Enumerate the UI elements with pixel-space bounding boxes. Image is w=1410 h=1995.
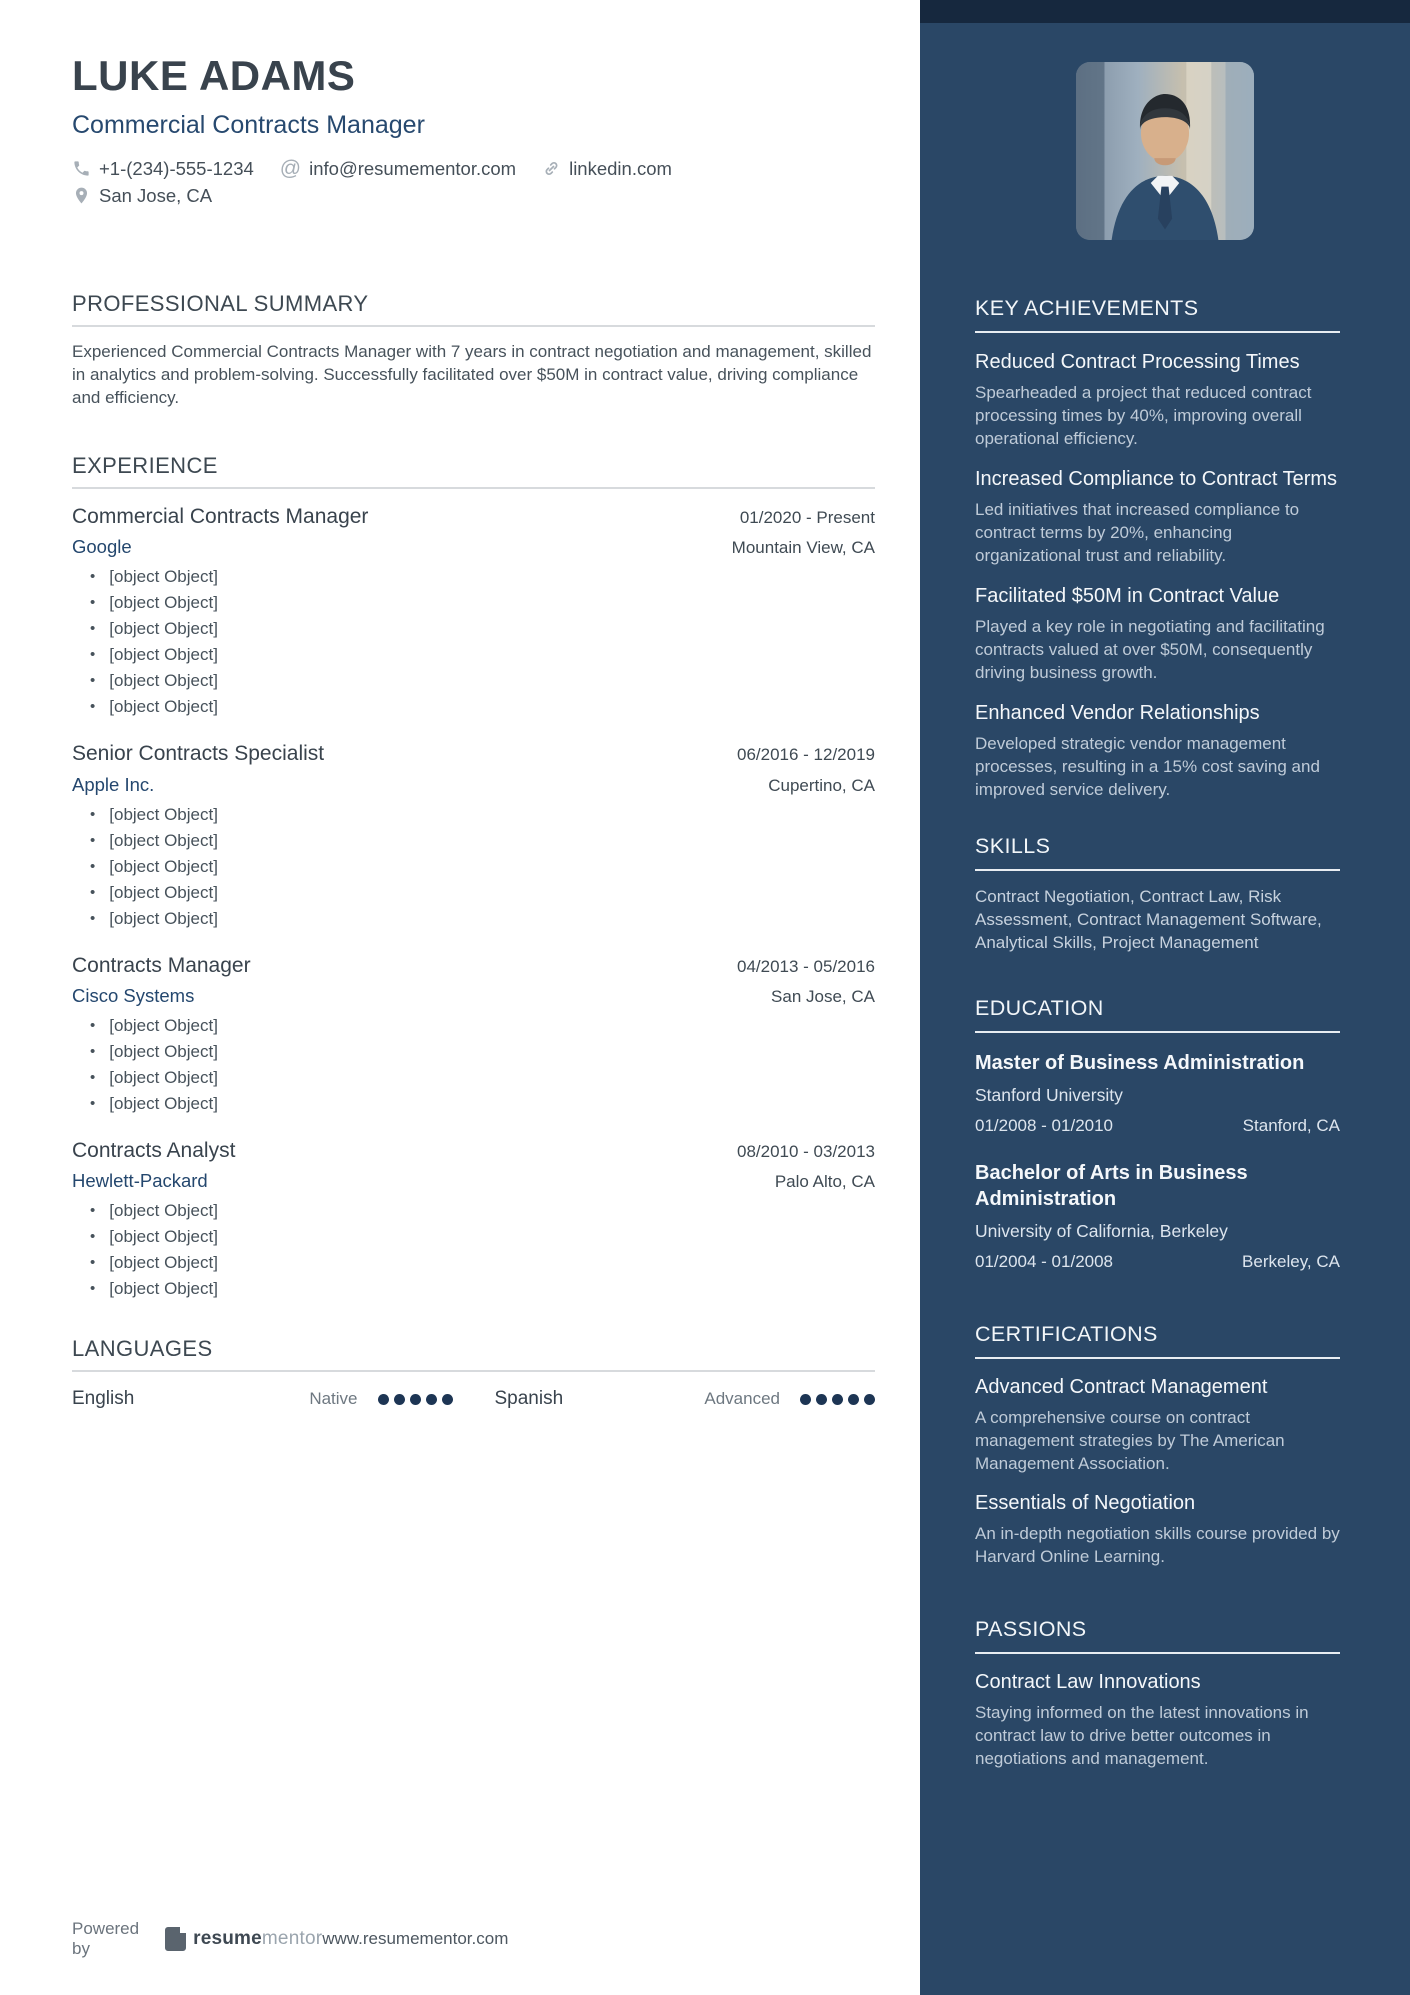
certification-item <box>975 1374 1340 1475</box>
language-name: English <box>72 1388 135 1410</box>
achievement-text: Developed strategic vendor management processes, resulting in a 15% cost saving and improved service delivery. <box>975 733 1320 799</box>
achievement-title: Facilitated $50M in Contract Value <box>975 584 1280 607</box>
language-item <box>495 1388 876 1410</box>
bullet-marker: • <box>90 646 96 664</box>
section-divider <box>975 869 1340 871</box>
job-bullet <box>90 1251 875 1274</box>
job-bullet <box>90 669 875 692</box>
language-level: Advanced <box>704 1389 780 1409</box>
job-location: San Jose, CA <box>771 986 875 1006</box>
bullet-text: [object Object] <box>109 1067 218 1087</box>
achievement-item <box>975 466 1340 567</box>
job-bullet <box>90 1225 875 1248</box>
proficiency-dot <box>442 1394 453 1405</box>
job-bullet <box>90 643 875 666</box>
degree-title: Master of Business Administration <box>975 1051 1305 1074</box>
bullet-marker: • <box>90 857 96 875</box>
section-heading-experience: EXPERIENCE <box>72 452 218 478</box>
bullet-marker: • <box>90 1253 96 1271</box>
bullet-marker: • <box>90 883 96 901</box>
bullet-text: [object Object] <box>109 1015 218 1035</box>
job-bullet <box>90 617 875 640</box>
resumementor-logo-icon <box>165 1927 186 1951</box>
contact-linkedin[interactable] <box>542 158 672 180</box>
certifications-list <box>975 1374 1340 1568</box>
passion-text: Staying informed on the latest innovations in contract law to drive better outcomes in negotiations and management. <box>975 1702 1309 1768</box>
job-bullet <box>90 1092 875 1115</box>
footer <box>72 1919 509 1959</box>
experience-entry <box>72 953 875 1115</box>
job-bullet <box>90 855 875 878</box>
summary-section <box>72 291 875 409</box>
education-dates: 01/2004 - 01/2008 <box>975 1251 1114 1271</box>
contact-phone <box>72 158 254 180</box>
achievement-item <box>975 349 1340 450</box>
bullet-text: [object Object] <box>109 1200 218 1220</box>
location-pin-icon <box>72 186 91 205</box>
job-title: Contracts Manager <box>72 953 251 977</box>
person-job-title: Commercial Contracts Manager <box>72 110 425 139</box>
proficiency-dots <box>800 1394 875 1405</box>
job-bullets <box>72 803 875 930</box>
phone-text: +1-(234)-555-1234 <box>99 157 254 179</box>
job-dates: 04/2013 - 05/2016 <box>736 956 875 976</box>
bullet-marker: • <box>90 831 96 849</box>
job-company: Cisco Systems <box>72 984 195 1006</box>
skills-text: Contract Negotiation, Contract Law, Risk Assessment, Contract Management Software, Analytical Skills, Project Management <box>975 886 1322 952</box>
job-location: Palo Alto, CA <box>774 1171 875 1191</box>
contact-email[interactable] <box>280 158 516 180</box>
job-dates: 06/2016 - 12/2019 <box>736 745 875 765</box>
job-bullet <box>90 829 875 852</box>
photo-container <box>920 62 1410 240</box>
bullet-text: [object Object] <box>109 908 218 928</box>
bullet-text: [object Object] <box>109 645 218 665</box>
education-meta <box>975 1116 1340 1136</box>
education-meta <box>975 1252 1340 1272</box>
email-text: info@resumementor.com <box>309 157 517 179</box>
bullet-marker: • <box>90 805 96 823</box>
education-location: Stanford, CA <box>1242 1115 1340 1135</box>
proficiency-dot <box>426 1394 437 1405</box>
bullet-marker: • <box>90 1227 96 1245</box>
bullet-text: [object Object] <box>109 856 218 876</box>
certification-text: An in-depth negotiation skills course provided by Harvard Online Learning. <box>975 1523 1340 1566</box>
key-achievements-section <box>975 296 1340 801</box>
job-dates: 08/2010 - 03/2013 <box>736 1141 875 1161</box>
language-name: Spanish <box>494 1388 564 1410</box>
achievement-title: Enhanced Vendor Relationships <box>975 701 1260 724</box>
brand-logo <box>165 1927 322 1951</box>
bullet-text: [object Object] <box>109 567 218 587</box>
section-heading-education: EDUCATION <box>975 995 1104 1020</box>
profile-photo <box>1076 62 1254 240</box>
bullet-text: [object Object] <box>109 1093 218 1113</box>
jobs-list <box>72 504 875 1300</box>
job-bullet <box>90 1040 875 1063</box>
bullet-marker: • <box>90 1016 96 1034</box>
job-company: Apple Inc. <box>72 773 155 795</box>
section-heading-summary: PROFESSIONAL SUMMARY <box>72 290 369 316</box>
experience-entry <box>72 741 875 929</box>
passion-title: Contract Law Innovations <box>975 1670 1201 1693</box>
sidebar-top-band <box>920 0 1410 23</box>
achievement-title: Increased Compliance to Contract Terms <box>975 467 1338 490</box>
location-text: San Jose, CA <box>99 184 213 206</box>
section-divider <box>975 1031 1340 1033</box>
achievements-list <box>975 349 1340 801</box>
certifications-section <box>975 1322 1340 1568</box>
achievement-title: Reduced Contract Processing Times <box>975 350 1300 373</box>
bullet-marker: • <box>90 672 96 690</box>
bullet-marker: • <box>90 1201 96 1219</box>
passion-item <box>975 1669 1340 1770</box>
education-list <box>975 1050 1340 1272</box>
contact-row <box>72 158 772 207</box>
school-name: Stanford University <box>975 1084 1123 1105</box>
experience-entry <box>72 504 875 718</box>
job-title: Commercial Contracts Manager <box>72 505 369 529</box>
section-divider <box>975 1652 1340 1654</box>
proficiency-dot <box>800 1394 811 1405</box>
phone-icon <box>72 159 91 178</box>
proficiency-dot <box>410 1394 421 1405</box>
passions-list <box>975 1669 1340 1770</box>
job-location: Cupertino, CA <box>768 775 875 795</box>
bullet-marker: • <box>90 1279 96 1297</box>
bullet-marker: • <box>90 594 96 612</box>
linkedin-text: linkedin.com <box>569 157 672 179</box>
section-divider <box>72 325 875 327</box>
person-name: LUKE ADAMS <box>72 52 356 99</box>
bullet-text: [object Object] <box>109 830 218 850</box>
sidebar-content <box>920 296 1410 1770</box>
languages-list <box>72 1388 875 1410</box>
link-icon <box>542 159 561 178</box>
education-dates: 01/2008 - 01/2010 <box>975 1115 1114 1135</box>
contact-location <box>72 185 772 207</box>
section-heading-languages: LANGUAGES <box>72 1335 213 1361</box>
section-heading-certifications: CERTIFICATIONS <box>975 1321 1158 1346</box>
section-heading-passions: PASSIONS <box>975 1616 1087 1641</box>
powered-by-label: Powered by <box>72 1919 140 1958</box>
achievement-text: Led initiatives that increased compliance to contract terms by 20%, enhancing organizational trust and reliability. <box>975 499 1300 565</box>
language-level: Native <box>309 1389 358 1409</box>
achievement-item <box>975 583 1340 684</box>
section-divider <box>975 331 1340 333</box>
brand-text-resume: resume <box>193 1928 262 1949</box>
job-bullet <box>90 591 875 614</box>
language-item <box>72 1388 453 1410</box>
sidebar <box>920 0 1410 1995</box>
bullet-text: [object Object] <box>109 1252 218 1272</box>
proficiency-dot <box>832 1394 843 1405</box>
certification-item <box>975 1490 1340 1568</box>
bullet-text: [object Object] <box>109 671 218 691</box>
job-title: Senior Contracts Specialist <box>72 742 325 766</box>
bullet-marker: • <box>90 1042 96 1060</box>
job-bullet <box>90 1066 875 1089</box>
achievement-text: Played a key role in negotiating and facilitating contracts valued at over $50M, consequently driving business growth. <box>975 616 1325 682</box>
job-bullets <box>72 1199 875 1300</box>
bullet-text: [object Object] <box>109 1041 218 1061</box>
job-bullet <box>90 1199 875 1222</box>
job-bullet <box>90 1014 875 1037</box>
proficiency-dot <box>848 1394 859 1405</box>
passions-section <box>975 1617 1340 1770</box>
job-bullet <box>90 695 875 718</box>
bullet-marker: • <box>90 1068 96 1086</box>
job-location: Mountain View, CA <box>731 538 875 558</box>
job-dates: 01/2020 - Present <box>739 508 875 528</box>
bullet-text: [object Object] <box>109 697 218 717</box>
section-divider <box>72 487 875 489</box>
languages-section <box>72 1336 875 1410</box>
bullet-marker: • <box>90 620 96 638</box>
job-bullets <box>72 1014 875 1115</box>
education-section <box>975 996 1340 1272</box>
section-divider <box>72 1370 875 1372</box>
school-name: University of California, Berkeley <box>975 1220 1228 1241</box>
education-item <box>975 1050 1340 1136</box>
bullet-text: [object Object] <box>109 619 218 639</box>
education-item <box>975 1160 1340 1272</box>
section-heading-key-achievements: KEY ACHIEVEMENTS <box>975 296 1199 320</box>
bullet-marker: • <box>90 909 96 927</box>
bullet-text: [object Object] <box>109 593 218 613</box>
proficiency-dots <box>378 1394 453 1405</box>
bullet-marker: • <box>90 568 96 586</box>
section-heading-skills: SKILLS <box>975 833 1051 858</box>
proficiency-dot <box>378 1394 389 1405</box>
skills-section <box>975 834 1340 954</box>
job-bullet <box>90 565 875 588</box>
proficiency-dot <box>864 1394 875 1405</box>
proficiency-dot <box>816 1394 827 1405</box>
job-title: Contracts Analyst <box>72 1138 236 1162</box>
achievement-item <box>975 700 1340 801</box>
certification-text: A comprehensive course on contract management strategies by The American Management Association. <box>975 1407 1285 1473</box>
brand-text-mentor: mentor <box>261 1928 323 1949</box>
proficiency-dot <box>394 1394 405 1405</box>
job-bullet <box>90 881 875 904</box>
certification-title: Essentials of Negotiation <box>975 1491 1196 1514</box>
section-divider <box>975 1357 1340 1359</box>
footer-url[interactable]: www.resumementor.com <box>322 1929 509 1948</box>
job-bullets <box>72 565 875 718</box>
email-icon: @ <box>279 157 302 181</box>
bullet-text: [object Object] <box>109 882 218 902</box>
degree-title: Bachelor of Arts in Business Administration <box>975 1161 1248 1210</box>
resume-header <box>72 52 875 207</box>
certification-title: Advanced Contract Management <box>975 1375 1268 1398</box>
achievement-text: Spearheaded a project that reduced contract processing times by 40%, improving overall operational efficiency. <box>975 382 1312 448</box>
bullet-text: [object Object] <box>109 1226 218 1246</box>
job-company: Hewlett-Packard <box>72 1169 208 1191</box>
job-company: Google <box>72 536 132 558</box>
education-location: Berkeley, CA <box>1242 1251 1340 1271</box>
job-bullet <box>90 1277 875 1300</box>
job-bullet <box>90 907 875 930</box>
bullet-text: [object Object] <box>109 1278 218 1298</box>
bullet-marker: • <box>90 1094 96 1112</box>
bullet-text: [object Object] <box>109 804 218 824</box>
experience-entry <box>72 1138 875 1300</box>
job-bullet <box>90 803 875 826</box>
summary-text: Experienced Commercial Contracts Manager with 7 years in contract negotiation and management, skilled in analytics and problem-solving. Successfully facilitated over $50M in contract value, driving compliance and efficiency. <box>72 341 872 407</box>
bullet-marker: • <box>90 698 96 716</box>
experience-section <box>72 453 875 1300</box>
